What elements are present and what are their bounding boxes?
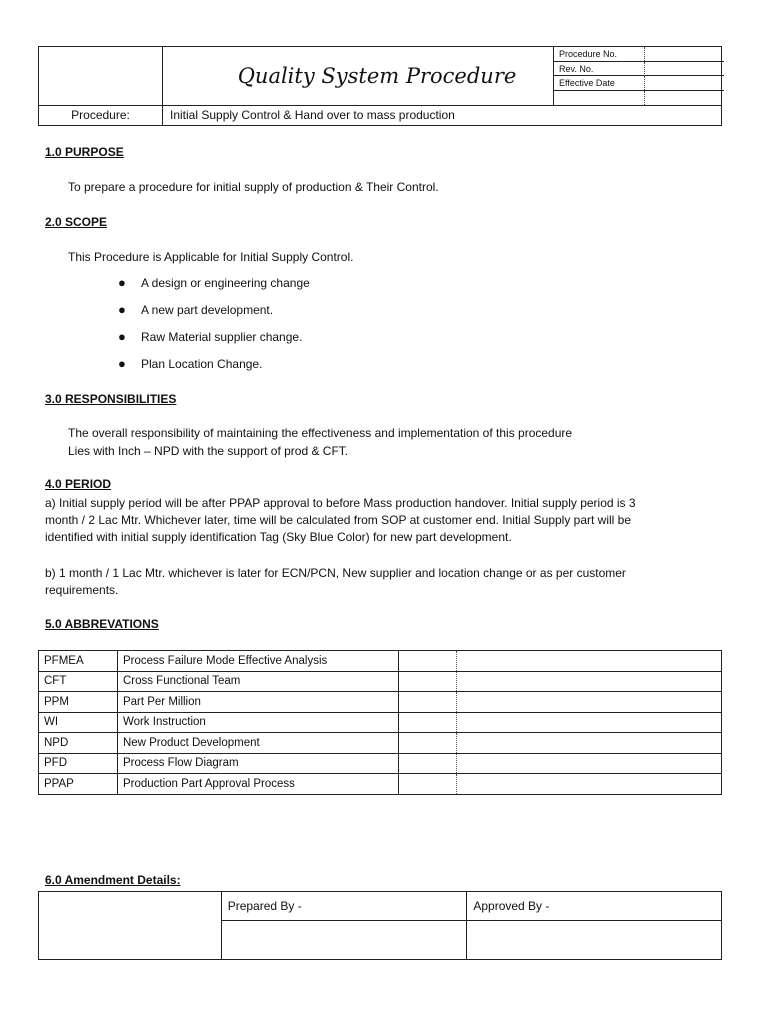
blank-cell [457,733,722,754]
blank-cell [457,712,722,733]
procedure-row [39,105,721,125]
approved-by-signature-field[interactable] [467,921,722,960]
blank-cell [398,774,457,795]
meaning-cell: Part Per Million [117,692,398,713]
procedure-value: Initial Supply Control & Hand over to mass production [170,108,455,122]
meaning-cell: Process Failure Mode Effective Analysis [117,651,398,672]
abbreviations-table [38,650,722,795]
period-text-line: requirements. [45,583,119,597]
meaning-cell: Cross Functional Team [117,671,398,692]
table-row [39,671,722,692]
prepared-by-signature-field[interactable] [221,921,467,960]
period-text-line: month / 2 Lac Mtr. Whichever later, time will be calculated from SOP at customer end. Initial Supply part will be [45,513,632,527]
meta-row-blank [554,91,724,106]
blank-cell [398,733,457,754]
meta-label: Effective Date [559,78,615,88]
table-row [39,692,722,713]
bullet-icon: ● [118,356,126,371]
abbreviations-heading: 5.0 ABBREVATIONS [45,617,159,631]
responsibilities-line: Lies with Inch – NPD with the support of prod & CFT. [68,444,349,458]
meta-row-rev-no [554,62,724,77]
meta-row-procedure-no [554,47,724,62]
abbr-cell: NPD [39,733,118,754]
abbr-cell: PFMEA [39,651,118,672]
period-heading: 4.0 PERIOD [45,477,112,491]
approved-by-label: Approved By - [467,892,722,921]
period-text-line: identified with initial supply identification Tag (Sky Blue Color) for new part development. [45,530,512,544]
blank-cell [39,892,222,960]
responsibilities-heading: 3.0 RESPONSIBILITIES [45,392,177,406]
abbr-cell: CFT [39,671,118,692]
table-row [39,712,722,733]
table-row [39,892,722,921]
blank-cell [457,692,722,713]
blank-cell [457,651,722,672]
purpose-heading: 1.0 PURPOSE [45,145,124,159]
document-meta-table [553,47,723,105]
bullet-icon: ● [118,302,126,317]
meta-label: Procedure No. [559,49,618,59]
blank-cell [457,671,722,692]
bullet-icon: ● [118,275,126,290]
bullet-icon: ● [118,329,126,344]
abbr-cell: WI [39,712,118,733]
logo-cell [39,47,163,105]
blank-cell [398,651,457,672]
blank-cell [398,671,457,692]
blank-cell [457,774,722,795]
procedure-label: Procedure: [39,106,163,125]
amendment-heading: 6.0 Amendment Details: [45,873,181,887]
meta-label: Rev. No. [559,63,594,74]
meaning-cell: Process Flow Diagram [117,753,398,774]
table-row [39,753,722,774]
abbr-cell: PFD [39,753,118,774]
abbr-cell: PPAP [39,774,118,795]
table-row [39,733,722,754]
blank-cell [457,753,722,774]
meta-row-effective-date [554,76,724,91]
period-text-line: a) Initial supply period will be after PPAP approval to before Mass production handover. Initial supply period is 3 [45,496,636,510]
purpose-text: To prepare a procedure for initial supply of production & Their Control. [68,180,439,194]
scope-heading: 2.0 SCOPE [45,215,108,229]
blank-cell [398,753,457,774]
table-row [39,774,722,795]
blank-cell [398,692,457,713]
document-title: Quality System Procedure [237,64,517,88]
responsibilities-line: The overall responsibility of maintaining the effectiveness and implementation of this procedure [68,426,573,440]
document-header [38,46,722,126]
table-row [39,651,722,672]
meaning-cell: Production Part Approval Process [117,774,398,795]
meaning-cell: New Product Development [117,733,398,754]
prepared-by-label: Prepared By - [221,892,467,921]
abbr-cell: PPM [39,692,118,713]
blank-cell [398,712,457,733]
scope-text: This Procedure is Applicable for Initial Supply Control. [68,250,354,264]
amendment-table [38,891,722,960]
meaning-cell: Work Instruction [117,712,398,733]
period-text-line: b) 1 month / 1 Lac Mtr. whichever is later for ECN/PCN, New supplier and location change or as per customer [45,566,626,580]
